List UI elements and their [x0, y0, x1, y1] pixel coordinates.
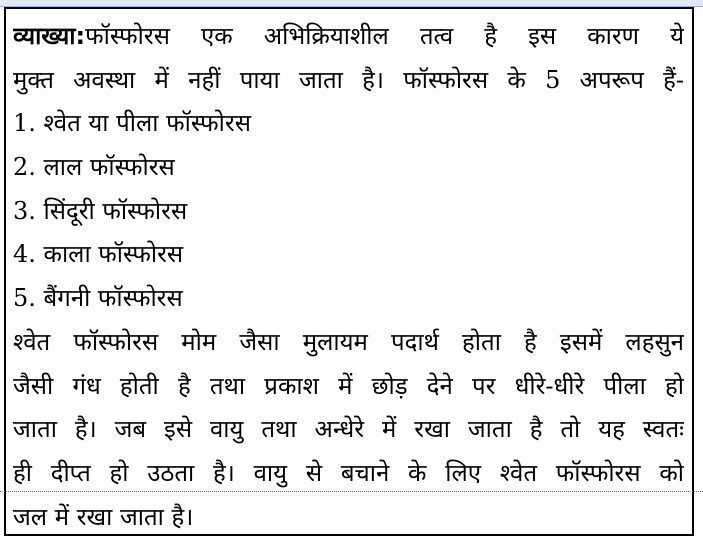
- explanation-text: [13, 15, 684, 539]
- paragraph-line: जाता है। जब इसे वायु तथा अन्धेरे में रखा जाता है तो यह स्वतः: [13, 415, 684, 444]
- intro-text-1: फॉस्फोरस एक अभिक्रियाशील तत्व है इस कारण ये: [85, 22, 684, 50]
- page-break-line: [0, 491, 703, 492]
- paragraph-line: श्वेत फॉस्फोरस मोम जैसा मुलायम पदार्थ होता है इसमें लहसुन: [13, 327, 684, 356]
- top-border-strip: [0, 0, 703, 7]
- paragraph-line: ही दीप्त हो उठता है। वायु से बचाने के लिए श्वेत फॉस्फोरस को: [13, 458, 684, 487]
- intro-line-1: [13, 15, 684, 59]
- allotrope-item: 1. श्वेत या पीला फॉस्फोरस: [13, 109, 251, 138]
- allotrope-item: 2. लाल फॉस्फोरस: [13, 153, 175, 182]
- intro-line-2: मुक्त अवस्था में नहीं पाया जाता है। फॉस्फोरस के 5 अपरूप हैं-: [13, 65, 684, 94]
- allotrope-item: 3. सिंदूरी फॉस्फोरस: [13, 196, 188, 225]
- allotrope-item: 5. बैंगनी फॉस्फोरस: [13, 284, 183, 313]
- paragraph-line: जल में रखा जाता है।: [13, 502, 194, 531]
- allotrope-item: 4. काला फॉस्फोरस: [13, 240, 184, 269]
- explanation-label: व्याख्या:: [13, 22, 86, 50]
- paragraph-line: जैसी गंध होती है तथा प्रकाश में छोड़ देने पर धीरे-धीरे पीला हो: [13, 371, 684, 400]
